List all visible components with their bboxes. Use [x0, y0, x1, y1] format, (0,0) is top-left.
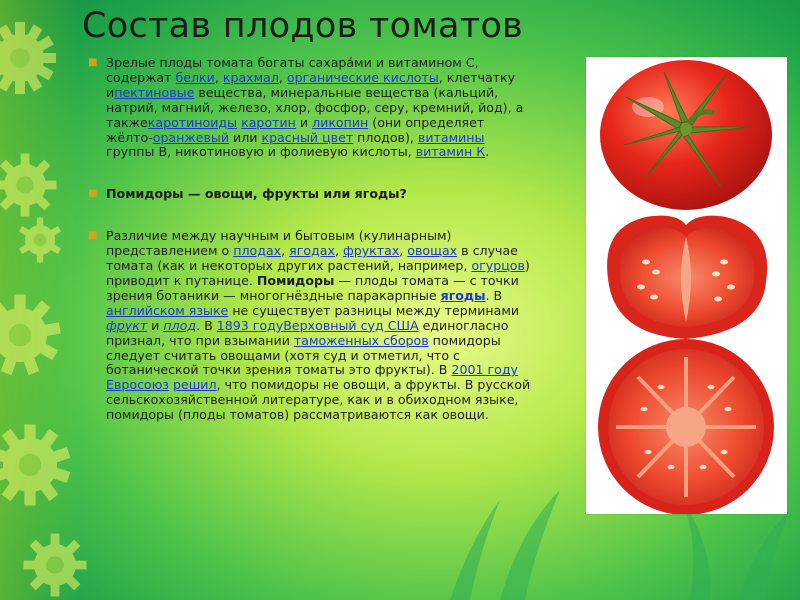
link-1893[interactable]: 1893 году [216, 317, 284, 333]
question-heading: Помидоры — овощи, фрукты или ягоды? [106, 186, 407, 202]
half-tomato [607, 216, 767, 339]
slide-title: Состав плодов томатов [82, 6, 524, 46]
link-decided[interactable]: решил [173, 377, 217, 393]
gear-icon [0, 420, 75, 510]
text: и [295, 114, 313, 130]
text: вещества, минеральные вещества (кальций, натрий, магний, железо, хлор, фосфор, серу, кремний, йод), а также [106, 84, 524, 130]
link-krakhmal[interactable]: крахмал [222, 69, 279, 85]
link-customs[interactable]: таможенных сборов [293, 332, 429, 348]
link-ogurtsy[interactable]: огурцов [471, 258, 525, 274]
link-plody[interactable]: плодах [233, 243, 282, 259]
text: или [229, 129, 262, 145]
text: , [278, 69, 287, 85]
text: , клетчатку и [106, 69, 516, 100]
link-red-color[interactable]: красный цвет [261, 129, 354, 145]
gear-icon [20, 530, 90, 600]
paragraph-classification [80, 229, 534, 423]
whole-tomato [600, 60, 772, 210]
text-content [80, 56, 534, 450]
paragraph-question [80, 187, 534, 202]
text: Различие между научным и бытовым (кулинарным) представлением о [106, 228, 452, 259]
tomato-illustration [586, 57, 787, 514]
link-berries[interactable]: ягоды [440, 287, 486, 303]
square-bullet-icon: ■ [88, 188, 98, 200]
link-orange[interactable]: оранжевый [152, 129, 230, 145]
square-bullet-icon: ■ [88, 57, 98, 68]
gear-icon [15, 215, 65, 265]
text: , [334, 243, 343, 259]
link-eu[interactable]: Евросоюз [106, 377, 170, 393]
link-vitamins[interactable]: витамины [417, 129, 485, 145]
gear-icon [0, 18, 60, 98]
text: помидоры следует считать овощами (хотя суд и отметил, что с ботанической точки зрения томаты это фрукты). В [106, 332, 501, 378]
text: , что помидоры не овощи, а фрукты. В русской сельскохозяйственной литературе, как и в обиходном языке, помидоры (плоды томатов) рассматриваются как овощи. [106, 377, 531, 423]
link-english-language[interactable]: английском языке [106, 302, 229, 318]
link-fruit[interactable]: фрукт [106, 317, 148, 333]
text: , [399, 243, 408, 259]
link-carotene[interactable]: каротин [241, 114, 296, 130]
text: и [147, 317, 164, 333]
tomato-photo [586, 57, 787, 514]
link-carotenoids[interactable]: каротиноиды [147, 114, 238, 130]
text: Зрелые плоды томата богаты сахара́ми и витамином С, содержат [106, 55, 479, 85]
link-organic-acids[interactable]: органические кислоты [286, 69, 439, 85]
text: ) приводит к путанице. [106, 258, 530, 288]
link-yagody[interactable]: ягодах [289, 243, 335, 259]
link-belki[interactable]: белки [175, 69, 215, 85]
text: в случае томата (как и некоторых других растений, например, [106, 243, 518, 274]
text: . [485, 144, 490, 160]
text: единогласно признал, что при взымании [106, 317, 509, 348]
text: . В [485, 287, 503, 303]
square-bullet-icon: ■ [88, 230, 98, 242]
link-pectin[interactable]: пектиновые [114, 84, 195, 100]
text: плодов), [353, 129, 418, 145]
text: (они определяет жёлто- [106, 114, 485, 145]
text: группы В, никотиновую и фолиевую кислоты, [106, 144, 416, 160]
link-vitamin-k[interactable]: витамин К [415, 144, 486, 160]
link-frukty[interactable]: фруктах [342, 243, 400, 259]
gear-icon [0, 290, 65, 380]
link-ovoshchi[interactable]: овощах [407, 243, 458, 259]
link-lycopene[interactable]: ликопин [312, 114, 369, 130]
bold-term: Помидоры [256, 272, 335, 288]
tomato-cross-section [598, 339, 774, 514]
gear-icon [0, 150, 60, 220]
text: , [214, 69, 223, 85]
link-plod[interactable]: плод [163, 317, 197, 333]
text: не существует разницы между терминами [228, 302, 520, 318]
text: , [281, 243, 290, 259]
link-supreme-court[interactable]: Верховный суд США [283, 317, 419, 333]
text: — плоды томата — с точки зрения ботаники — многогнёздные паракарпные [106, 272, 519, 303]
text: . В [196, 317, 217, 333]
link-2001[interactable]: 2001 году [451, 362, 518, 378]
paragraph-composition [80, 56, 534, 160]
